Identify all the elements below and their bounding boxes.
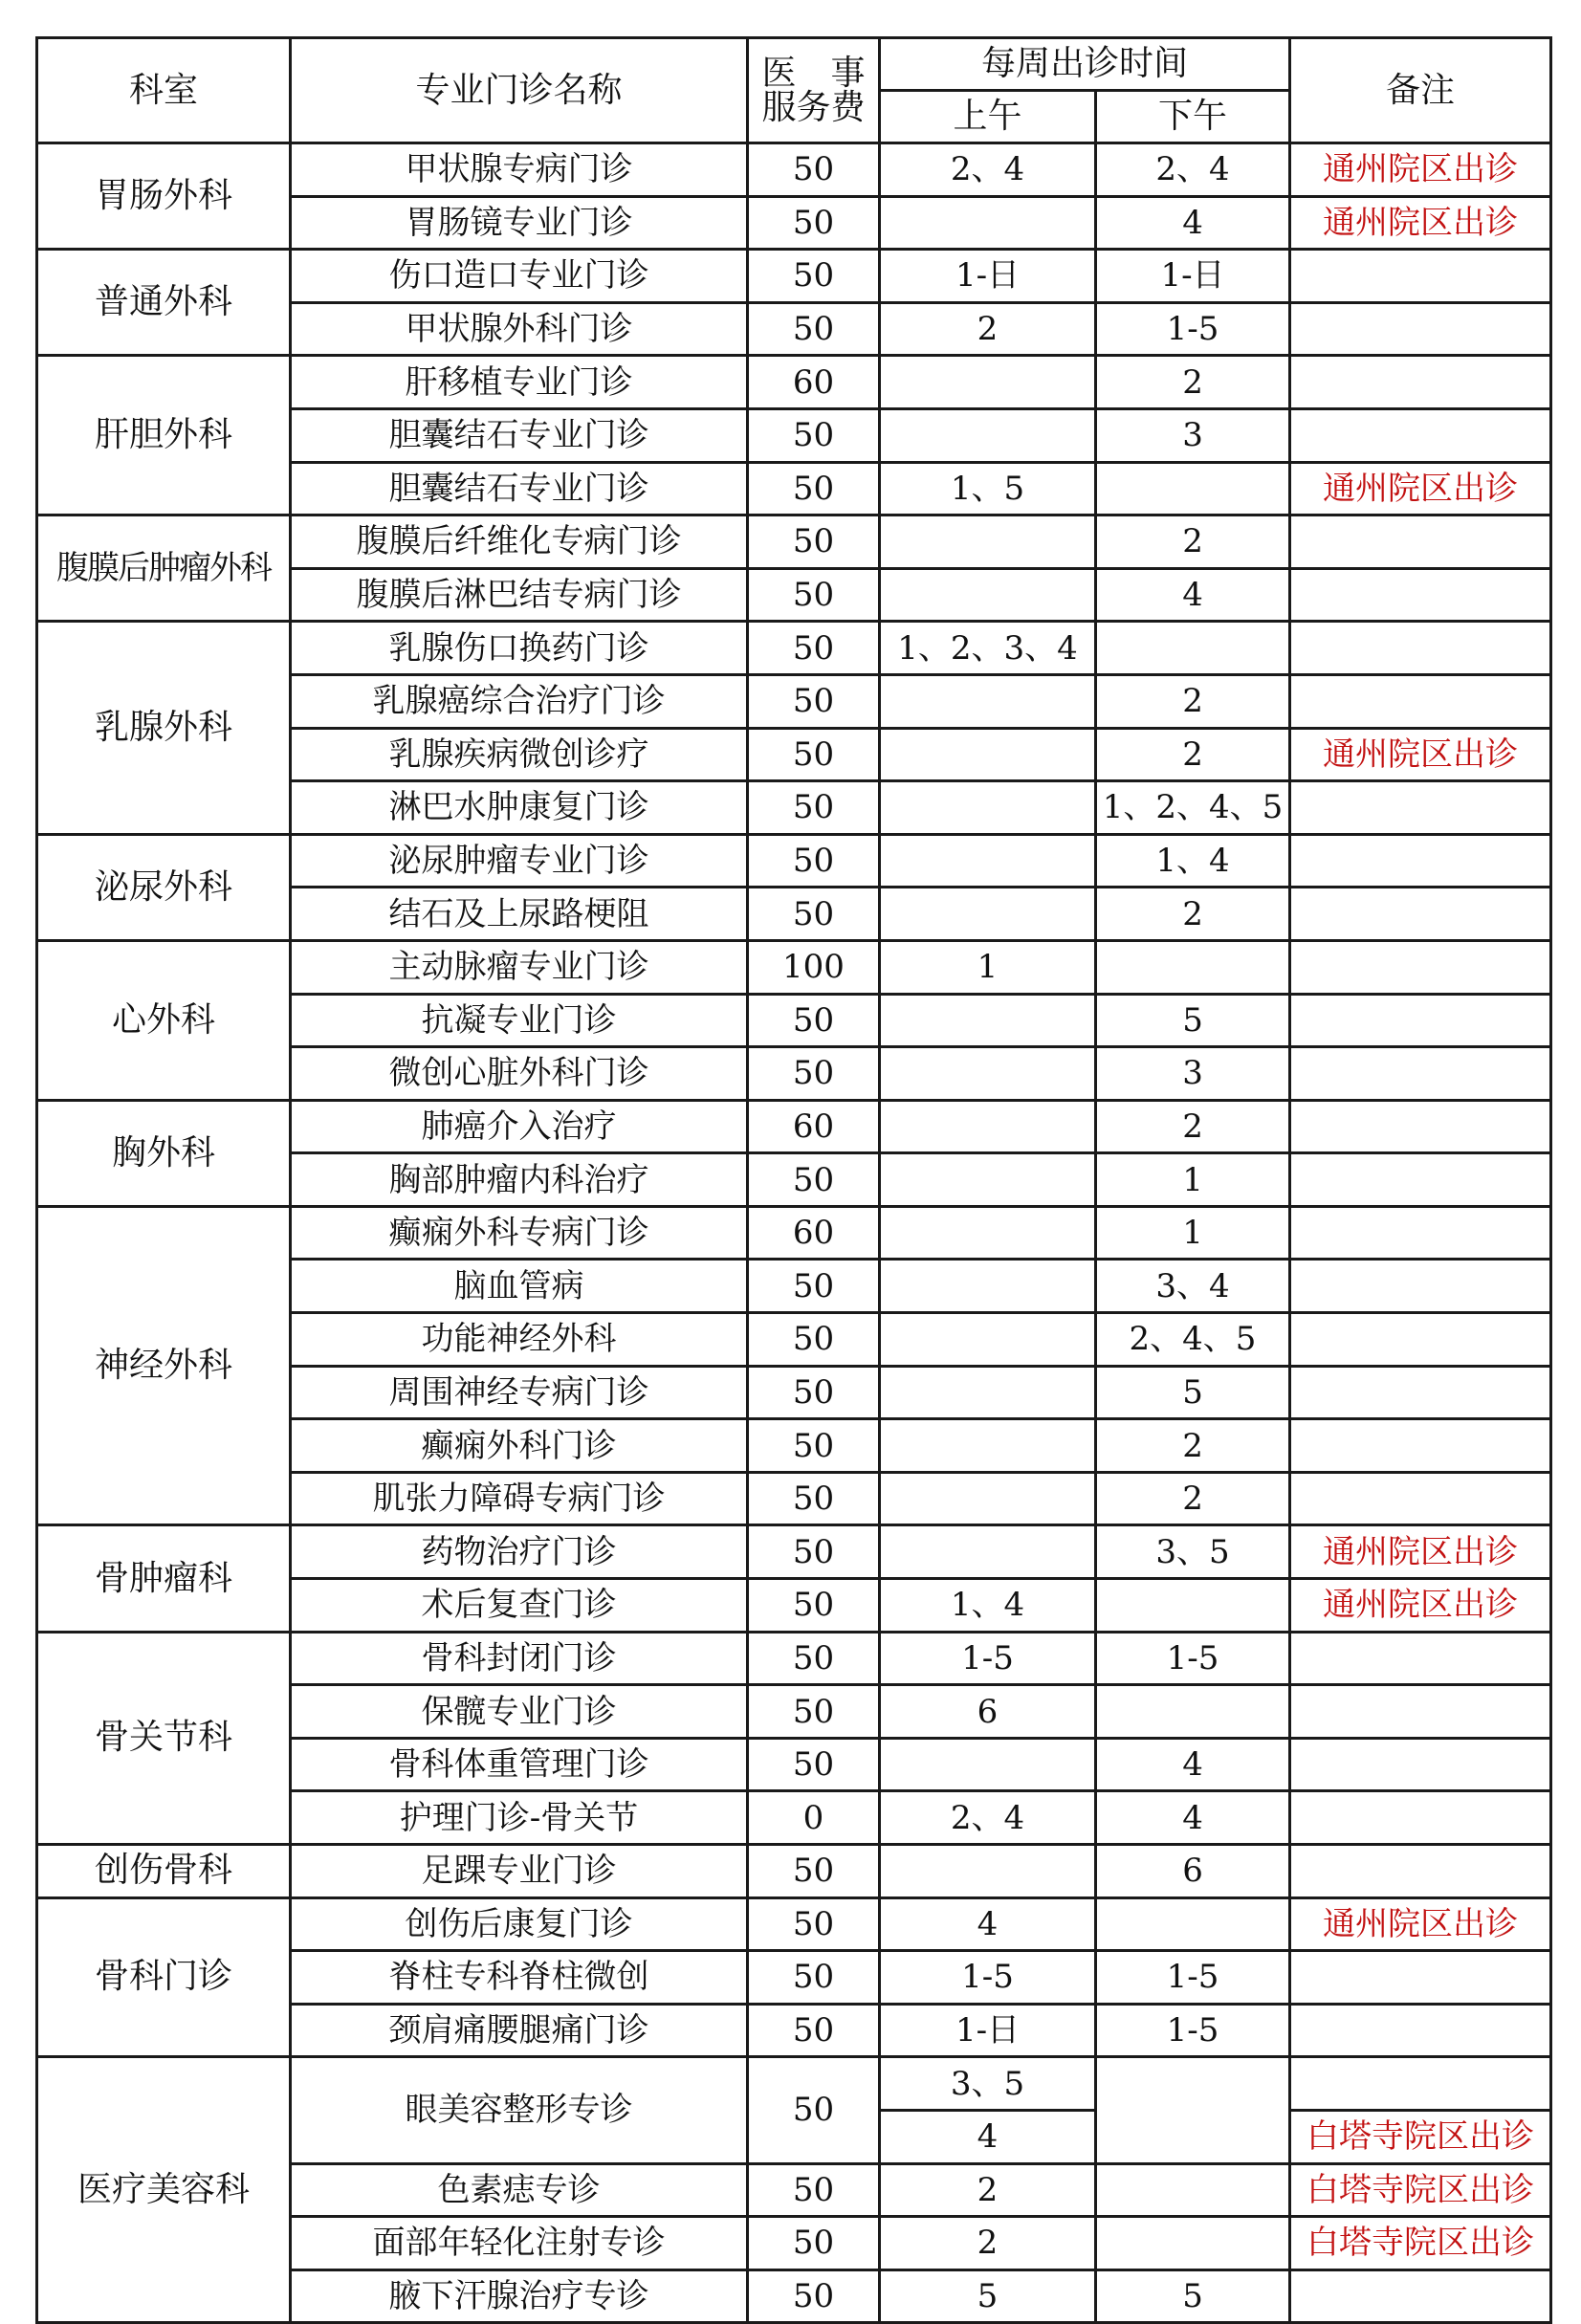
- clinic-name-cell: 腹膜后纤维化专病门诊: [291, 515, 748, 569]
- morning-cell: [880, 728, 1096, 781]
- clinic-name-cell: 胆囊结石专业门诊: [291, 462, 748, 515]
- remark-cell: [1290, 2269, 1551, 2323]
- clinic-name-cell: 周围神经专病门诊: [291, 1366, 748, 1419]
- service-fee-cell: 60: [748, 1206, 880, 1260]
- afternoon-cell: [1096, 940, 1290, 994]
- table-row: [37, 622, 1551, 675]
- table-row: [37, 940, 1551, 994]
- service-fee-cell: 50: [748, 1738, 880, 1791]
- morning-cell: [880, 1366, 1096, 1419]
- clinic-name-cell: 面部年轻化注射专诊: [291, 2217, 748, 2270]
- clinic-name-cell: 颈肩痛腰腿痛门诊: [291, 2004, 748, 2057]
- service-fee-cell: 50: [748, 2217, 880, 2270]
- remark-cell: [1290, 1472, 1551, 1525]
- department-cell: 骨科门诊: [37, 1897, 291, 2057]
- service-fee-cell: 100: [748, 940, 880, 994]
- afternoon-cell: 1、2、4、5: [1096, 781, 1290, 835]
- service-fee-cell: 50: [748, 250, 880, 303]
- afternoon-cell: 2: [1096, 1472, 1290, 1525]
- clinic-name-cell: 护理门诊-骨关节: [291, 1791, 748, 1845]
- morning-cell: 2: [880, 2217, 1096, 2270]
- clinic-name-cell: 胆囊结石专业门诊: [291, 408, 748, 462]
- table-row: [37, 1845, 1551, 1898]
- service-fee-cell: 50: [748, 1313, 880, 1367]
- afternoon-cell: 4: [1096, 1738, 1290, 1791]
- department-cell: 肝胆外科: [37, 356, 291, 515]
- service-fee-cell: 50: [748, 302, 880, 356]
- morning-cell: [880, 834, 1096, 888]
- clinic-name-cell: 结石及上尿路梗阻: [291, 888, 748, 941]
- remark-cell: [1290, 1206, 1551, 1260]
- morning-cell: [880, 1260, 1096, 1313]
- afternoon-cell: 5: [1096, 994, 1290, 1047]
- afternoon-cell: [1096, 2163, 1290, 2217]
- afternoon-cell: 1-5: [1096, 1951, 1290, 2005]
- department-cell: 胃肠外科: [37, 143, 291, 250]
- remark-cell: 通州院区出诊: [1290, 196, 1551, 250]
- table-row: [37, 834, 1551, 888]
- morning-cell: 4: [880, 1897, 1096, 1951]
- morning-cell: 3、5: [880, 2057, 1096, 2111]
- morning-cell: [880, 674, 1096, 728]
- clinic-name-cell: 胸部肿瘤内科治疗: [291, 1153, 748, 1207]
- header-fee-line2: 服务费: [761, 87, 866, 127]
- service-fee-cell: 50: [748, 1897, 880, 1951]
- service-fee-cell: 50: [748, 196, 880, 250]
- schedule-body: [37, 143, 1551, 2323]
- remark-cell: 通州院区出诊: [1290, 462, 1551, 515]
- remark-cell: [1290, 674, 1551, 728]
- remark-cell: [1290, 1419, 1551, 1473]
- afternoon-cell: [1096, 2217, 1290, 2270]
- clinic-name-cell: 抗凝专业门诊: [291, 994, 748, 1047]
- clinic-name-cell: 色素痣专诊: [291, 2163, 748, 2217]
- service-fee-cell: 50: [748, 2163, 880, 2217]
- service-fee-cell: 50: [748, 1579, 880, 1633]
- afternoon-cell: 3、5: [1096, 1525, 1290, 1579]
- morning-cell: [880, 1313, 1096, 1367]
- remark-cell: [1290, 1153, 1551, 1207]
- clinic-name-cell: 功能神经外科: [291, 1313, 748, 1367]
- department-cell: 医疗美容科: [37, 2057, 291, 2323]
- afternoon-cell: 1: [1096, 1206, 1290, 1260]
- remark-cell: [1290, 1738, 1551, 1791]
- afternoon-cell: 2: [1096, 728, 1290, 781]
- remark-cell: 白塔寺院区出诊: [1290, 2163, 1551, 2217]
- morning-cell: 2: [880, 302, 1096, 356]
- clinic-schedule-table: [35, 36, 1552, 2324]
- service-fee-cell: 50: [748, 1685, 880, 1739]
- clinic-name-cell: 乳腺癌综合治疗门诊: [291, 674, 748, 728]
- morning-cell: [880, 1738, 1096, 1791]
- afternoon-cell: 3、4: [1096, 1260, 1290, 1313]
- service-fee-cell: 50: [748, 2269, 880, 2323]
- clinic-name-cell: 脑血管病: [291, 1260, 748, 1313]
- afternoon-cell: [1096, 1897, 1290, 1951]
- afternoon-cell: 4: [1096, 196, 1290, 250]
- remark-cell: 通州院区出诊: [1290, 1579, 1551, 1633]
- morning-cell: [880, 515, 1096, 569]
- service-fee-cell: 50: [748, 834, 880, 888]
- afternoon-cell: [1096, 622, 1290, 675]
- afternoon-cell: 2: [1096, 515, 1290, 569]
- table-row: [37, 1897, 1551, 1951]
- department-cell: 泌尿外科: [37, 834, 291, 940]
- remark-cell: [1290, 940, 1551, 994]
- morning-cell: [880, 888, 1096, 941]
- department-cell: 骨关节科: [37, 1632, 291, 1844]
- table-row: [37, 143, 1551, 197]
- clinic-name-cell: 肺癌介入治疗: [291, 1100, 748, 1153]
- table-row: [37, 1525, 1551, 1579]
- remark-cell: [1290, 1632, 1551, 1685]
- afternoon-cell: 3: [1096, 1047, 1290, 1101]
- morning-cell: [880, 1100, 1096, 1153]
- service-fee-cell: 50: [748, 568, 880, 622]
- clinic-name-cell: 癫痫外科专病门诊: [291, 1206, 748, 1260]
- morning-cell: 1-日: [880, 250, 1096, 303]
- department-cell: 普通外科: [37, 250, 291, 356]
- clinic-name-cell: 创伤后康复门诊: [291, 1897, 748, 1951]
- clinic-name-cell: 泌尿肿瘤专业门诊: [291, 834, 748, 888]
- morning-cell: [880, 994, 1096, 1047]
- service-fee-cell: 50: [748, 1153, 880, 1207]
- morning-cell: 2、4: [880, 143, 1096, 197]
- department-cell: 心外科: [37, 940, 291, 1100]
- morning-cell: [880, 1206, 1096, 1260]
- service-fee-cell: 50: [748, 2057, 880, 2163]
- service-fee-cell: 50: [748, 994, 880, 1047]
- clinic-name-cell: 甲状腺专病门诊: [291, 143, 748, 197]
- remark-cell: [1290, 1845, 1551, 1898]
- morning-cell: [880, 1047, 1096, 1101]
- clinic-name-cell: 药物治疗门诊: [291, 1525, 748, 1579]
- clinic-name-cell: 伤口造口专业门诊: [291, 250, 748, 303]
- service-fee-cell: 50: [748, 781, 880, 835]
- morning-cell: 2: [880, 2163, 1096, 2217]
- remark-cell: [1290, 834, 1551, 888]
- clinic-name-cell: 骨科体重管理门诊: [291, 1738, 748, 1791]
- clinic-name-cell: 保髋专业门诊: [291, 1685, 748, 1739]
- morning-cell: [880, 1472, 1096, 1525]
- clinic-name-cell: 乳腺伤口换药门诊: [291, 622, 748, 675]
- clinic-name-cell: 癫痫外科门诊: [291, 1419, 748, 1473]
- header-remark: 备注: [1290, 38, 1551, 143]
- remark-cell: [1290, 1951, 1551, 2005]
- afternoon-cell: 2: [1096, 674, 1290, 728]
- afternoon-cell: 2、4、5: [1096, 1313, 1290, 1367]
- header-weekly-schedule: 每周出诊时间: [880, 38, 1290, 91]
- service-fee-cell: 50: [748, 1472, 880, 1525]
- remark-cell: [1290, 888, 1551, 941]
- remark-cell: [1290, 356, 1551, 409]
- morning-cell: [880, 1845, 1096, 1898]
- service-fee-cell: 50: [748, 515, 880, 569]
- remark-cell: 通州院区出诊: [1290, 728, 1551, 781]
- remark-cell: [1290, 1100, 1551, 1153]
- service-fee-cell: 50: [748, 2004, 880, 2057]
- remark-cell: [1290, 1366, 1551, 1419]
- clinic-name-cell: 乳腺疾病微创诊疗: [291, 728, 748, 781]
- service-fee-cell: 50: [748, 674, 880, 728]
- clinic-name-cell: 腹膜后淋巴结专病门诊: [291, 568, 748, 622]
- afternoon-cell: [1096, 1579, 1290, 1633]
- clinic-name-cell: 眼美容整形专诊: [291, 2057, 748, 2163]
- afternoon-cell: 1-5: [1096, 2004, 1290, 2057]
- morning-cell: 1、5: [880, 462, 1096, 515]
- header-service-fee: [748, 38, 880, 143]
- header-clinic-name: 专业门诊名称: [291, 38, 748, 143]
- department-cell: 胸外科: [37, 1100, 291, 1206]
- remark-cell: [1290, 1047, 1551, 1101]
- service-fee-cell: 50: [748, 408, 880, 462]
- morning-cell: 1、4: [880, 1579, 1096, 1633]
- morning-cell: [880, 196, 1096, 250]
- morning-cell: [880, 1153, 1096, 1207]
- header-department: 科室: [37, 38, 291, 143]
- remark-cell: [1290, 250, 1551, 303]
- remark-cell: [1290, 2004, 1551, 2057]
- remark-cell: [1290, 515, 1551, 569]
- morning-cell: 6: [880, 1685, 1096, 1739]
- department-cell: 乳腺外科: [37, 622, 291, 834]
- table-row: [37, 1100, 1551, 1153]
- afternoon-cell: 5: [1096, 1366, 1290, 1419]
- clinic-name-cell: 术后复查门诊: [291, 1579, 748, 1633]
- clinic-name-cell: 淋巴水肿康复门诊: [291, 781, 748, 835]
- clinic-name-cell: 足踝专业门诊: [291, 1845, 748, 1898]
- afternoon-cell: [1096, 462, 1290, 515]
- afternoon-cell: 2、4: [1096, 143, 1290, 197]
- table-row: [37, 515, 1551, 569]
- header-morning: 上午: [880, 91, 1096, 143]
- morning-cell: [880, 568, 1096, 622]
- service-fee-cell: 50: [748, 1419, 880, 1473]
- afternoon-cell: 2: [1096, 888, 1290, 941]
- afternoon-cell: 4: [1096, 1791, 1290, 1845]
- remark-cell: [1290, 2057, 1551, 2111]
- remark-cell: [1290, 622, 1551, 675]
- remark-cell: [1290, 994, 1551, 1047]
- morning-cell: 2、4: [880, 1791, 1096, 1845]
- remark-cell: [1290, 568, 1551, 622]
- morning-cell: 5: [880, 2269, 1096, 2323]
- afternoon-cell: 5: [1096, 2269, 1290, 2323]
- remark-cell: 通州院区出诊: [1290, 143, 1551, 197]
- service-fee-cell: 50: [748, 728, 880, 781]
- service-fee-cell: 0: [748, 1791, 880, 1845]
- clinic-name-cell: 胃肠镜专业门诊: [291, 196, 748, 250]
- remark-cell: [1290, 1260, 1551, 1313]
- clinic-name-cell: 肌张力障碍专病门诊: [291, 1472, 748, 1525]
- afternoon-cell: 1-5: [1096, 1632, 1290, 1685]
- morning-cell: [880, 1525, 1096, 1579]
- header-fee-line1: 医 事: [761, 53, 866, 93]
- remark-cell: [1290, 408, 1551, 462]
- service-fee-cell: 50: [748, 622, 880, 675]
- afternoon-cell: 2: [1096, 356, 1290, 409]
- afternoon-cell: [1096, 1685, 1290, 1739]
- header-afternoon: 下午: [1096, 91, 1290, 143]
- table-row: [37, 250, 1551, 303]
- morning-cell: [880, 408, 1096, 462]
- table-row: [37, 1206, 1551, 1260]
- service-fee-cell: 50: [748, 1632, 880, 1685]
- morning-cell: [880, 1419, 1096, 1473]
- morning-cell: 1-5: [880, 1951, 1096, 2005]
- service-fee-cell: 50: [748, 462, 880, 515]
- afternoon-cell: [1096, 2057, 1290, 2163]
- afternoon-cell: 2: [1096, 1100, 1290, 1153]
- service-fee-cell: 50: [748, 888, 880, 941]
- afternoon-cell: 4: [1096, 568, 1290, 622]
- service-fee-cell: 50: [748, 1951, 880, 2005]
- morning-cell: 1: [880, 940, 1096, 994]
- remark-cell: [1290, 302, 1551, 356]
- remark-cell: [1290, 781, 1551, 835]
- table-row: [37, 1632, 1551, 1685]
- afternoon-cell: 1-5: [1096, 302, 1290, 356]
- department-cell: 腹膜后肿瘤外科: [37, 515, 291, 622]
- service-fee-cell: 60: [748, 1100, 880, 1153]
- service-fee-cell: 50: [748, 1366, 880, 1419]
- service-fee-cell: 50: [748, 1525, 880, 1579]
- service-fee-cell: 50: [748, 143, 880, 197]
- morning-cell: 1-5: [880, 1632, 1096, 1685]
- morning-cell: 4: [880, 2110, 1096, 2163]
- clinic-name-cell: 微创心脏外科门诊: [291, 1047, 748, 1101]
- service-fee-cell: 60: [748, 356, 880, 409]
- remark-cell: 通州院区出诊: [1290, 1525, 1551, 1579]
- clinic-name-cell: 骨科封闭门诊: [291, 1632, 748, 1685]
- afternoon-cell: 3: [1096, 408, 1290, 462]
- afternoon-cell: 2: [1096, 1419, 1290, 1473]
- service-fee-cell: 50: [748, 1845, 880, 1898]
- morning-cell: 1、2、3、4: [880, 622, 1096, 675]
- remark-cell: 白塔寺院区出诊: [1290, 2217, 1551, 2270]
- clinic-name-cell: 肝移植专业门诊: [291, 356, 748, 409]
- remark-cell: [1290, 1685, 1551, 1739]
- morning-cell: [880, 781, 1096, 835]
- department-cell: 创伤骨科: [37, 1845, 291, 1898]
- table-row: [37, 356, 1551, 409]
- remark-cell: 白塔寺院区出诊: [1290, 2110, 1551, 2163]
- morning-cell: 1-日: [880, 2004, 1096, 2057]
- remark-cell: [1290, 1313, 1551, 1367]
- service-fee-cell: 50: [748, 1260, 880, 1313]
- department-cell: 神经外科: [37, 1206, 291, 1525]
- clinic-name-cell: 甲状腺外科门诊: [291, 302, 748, 356]
- department-cell: 骨肿瘤科: [37, 1525, 291, 1632]
- clinic-name-cell: 脊柱专科脊柱微创: [291, 1951, 748, 2005]
- remark-cell: [1290, 1791, 1551, 1845]
- afternoon-cell: 1-日: [1096, 250, 1290, 303]
- afternoon-cell: 1: [1096, 1153, 1290, 1207]
- morning-cell: [880, 356, 1096, 409]
- clinic-name-cell: 主动脉瘤专业门诊: [291, 940, 748, 994]
- service-fee-cell: 50: [748, 1047, 880, 1101]
- clinic-name-cell: 腋下汗腺治疗专诊: [291, 2269, 748, 2323]
- table-row: [37, 2057, 1551, 2111]
- remark-cell: 通州院区出诊: [1290, 1897, 1551, 1951]
- afternoon-cell: 6: [1096, 1845, 1290, 1898]
- afternoon-cell: 1、4: [1096, 834, 1290, 888]
